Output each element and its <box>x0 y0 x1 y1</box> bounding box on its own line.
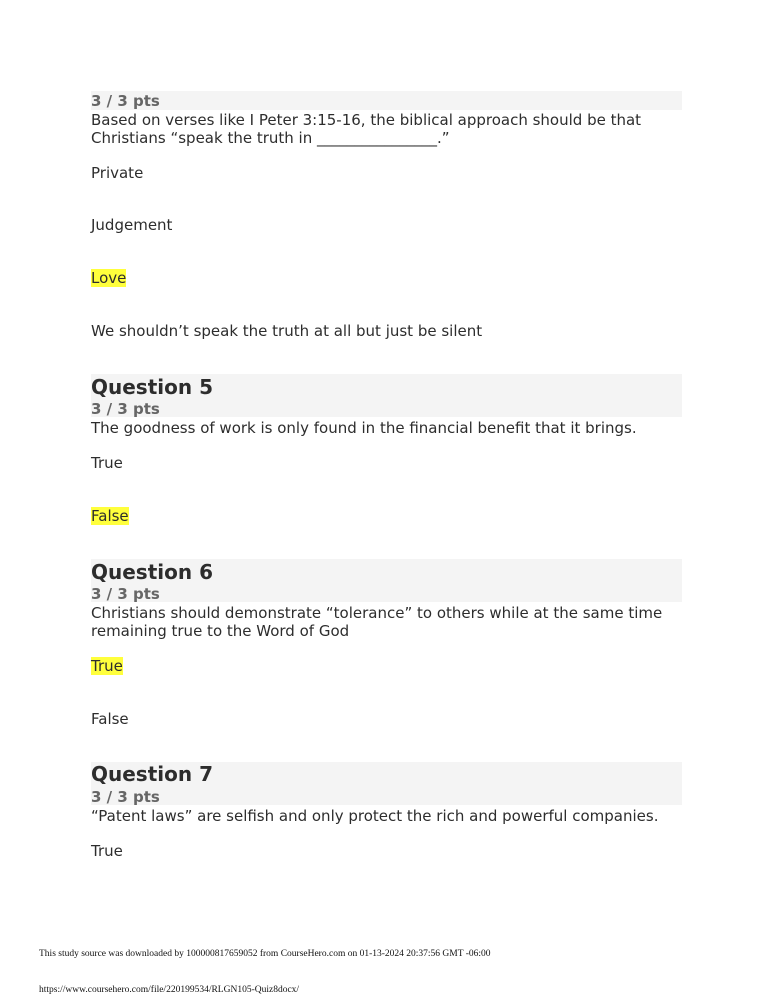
q4-option-silent[interactable]: We shouldn’t speak the truth at all but just be silent <box>91 322 483 340</box>
q4-option-love-highlight: Love <box>91 269 127 287</box>
q7-points: 3 / 3 pts <box>91 788 160 806</box>
download-note: This study source was downloaded by 100000817659052 from CourseHero.com on 01-13-2024 20:37:56 GMT -06:00 <box>39 949 491 959</box>
q5-option-false[interactable] <box>91 507 129 525</box>
q5-title: Question 5 <box>91 375 213 399</box>
q4-question-text <box>91 111 682 147</box>
q5-option-true[interactable]: True <box>91 454 123 472</box>
q4-option-private[interactable]: Private <box>91 164 144 182</box>
q6-points: 3 / 3 pts <box>91 585 160 603</box>
q7-title: Question 7 <box>91 762 213 786</box>
q6-question-text <box>91 604 682 640</box>
q4-option-love[interactable] <box>91 269 126 287</box>
q6-option-false[interactable]: False <box>91 710 129 728</box>
source-url[interactable]: https://www.coursehero.com/file/220199534/RLGN105-Quiz8docx/ <box>39 985 300 995</box>
q6-option-true-highlight: True <box>91 657 123 675</box>
q5-points: 3 / 3 pts <box>91 400 160 418</box>
q5-option-false-highlight: False <box>91 507 129 525</box>
q4-text-line2: Christians “speak the truth in ________________.” <box>91 129 450 147</box>
q4-option-judgement[interactable]: Judgement <box>91 216 173 234</box>
q5-question-text: The goodness of work is only found in the financial benefit that it brings. <box>91 419 637 437</box>
q4-points: 3 / 3 pts <box>91 92 160 110</box>
q7-question-text: “Patent laws” are selfish and only protect the rich and powerful companies. <box>91 807 659 825</box>
q4-text-line1: Based on verses like I Peter 3:15-16, the biblical approach should be that <box>91 111 642 129</box>
q7-option-true[interactable]: True <box>91 842 123 860</box>
q6-text-line2: remaining true to the Word of God <box>91 622 350 640</box>
q6-title: Question 6 <box>91 560 213 584</box>
q6-text-line1: Christians should demonstrate “tolerance” to others while at the same time <box>91 604 663 622</box>
q6-option-true[interactable] <box>91 657 123 675</box>
